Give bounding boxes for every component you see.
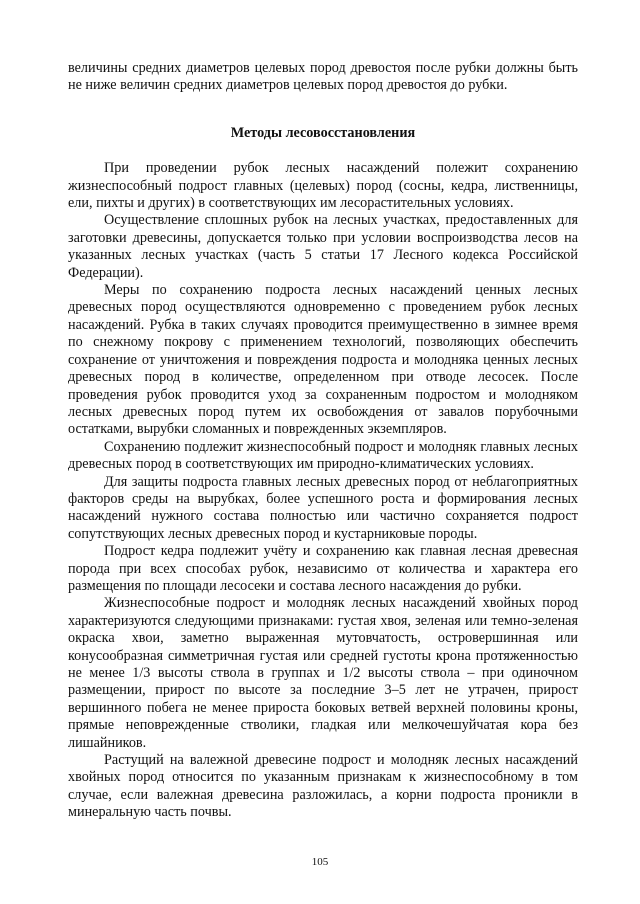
paragraph-2: Осуществление сплошных рубок на лесных участках, предоставленных для заготовки древесины, допускается только при условии воспроизводства лесов на указанных лесных участках (часть 5 статьи 17 Лесного кодекса Российской Федерации). <box>68 212 578 281</box>
paragraph-7: Жизнеспособные подрост и молодняк лесных насаждений хвойных пород характеризуются следующими признаками: густая хвоя, зеленая или темно-зеленая окраска хвои, заметно выраженная мутовчатость, островершинная или конусообразная симметричная густая или средней густоты крона протяженностью не менее 1/3 высоты ствола в группах и 1/2 высоты ствола – при одиночном размещении, прирост по высоте за последние 3–5 лет не утрачен, прирост вершинного побега не менее прироста боковых ветвей верхней половины кроны, прямые неповрежденные стволики, гладкая или мелкочешуйчатая кора без лишайников. <box>68 595 578 751</box>
section-body <box>68 160 578 821</box>
paragraph-1: При проведении рубок лесных насаждений полежит сохранению жизнеспособный подрост главных (целевых) пород (сосны, кедра, лиственницы, ели, пихты и других) в соответствующих им лесорастительных условиях. <box>68 160 578 212</box>
section-title: Методы лесовосстановления <box>230 124 416 141</box>
section-heading <box>68 125 578 142</box>
paragraph-3: Меры по сохранению подроста лесных насаждений ценных лесных древесных пород осуществляются одновременно с проведением рубок лесных насаждений. Рубка в таких случаях проводится преимущественно в зимнее время по снежному покрову с применением технологий, позволяющих обеспечить сохранение от уничтожения и повреждения подроста и молодняка ценных лесных древесных пород в количестве, определенном при отводе лесосек. После проведения рубок проводится уход за сохраненным подростом и молодняком лесных древесных пород путем их освобождения от завалов порубочными остатками, вырубки сломанных и поврежденных экземпляров. <box>68 282 578 438</box>
document-page <box>68 60 578 822</box>
paragraph-6: Подрост кедра подлежит учёту и сохранению как главная лесная древесная порода при всех способах рубок, независимо от количества и характера его размещения по площади лесосеки и состава лесного насаждения до рубки. <box>68 543 578 594</box>
paragraph-5: Для защиты подроста главных лесных древесных пород от неблагоприятных факторов среды на вырубках, более успешного роста и формирования лесных насаждений нужного состава полностью или частично сохраняется подрост сопутствующих лесных древесных пород и кустарниковые породы. <box>68 473 578 542</box>
paragraph-8: Растущий на валежной древесине подрост и молодняк лесных насаждений хвойных пород относится по указанным признакам к жизнеспособному в том случае, если валежная древесина разложилась, а корни подроста проникли в минеральную часть почвы. <box>68 752 578 821</box>
paragraph-4: Сохранению подлежит жизнеспособный подрост и молодняк главных лесных древесных пород в соответствующих им природно-климатических условиях. <box>68 438 578 473</box>
page-number: 105 <box>311 856 329 868</box>
intro-paragraph: величины средних диаметров целевых пород древостоя после рубки должны быть не ниже величин средних диаметров целевых пород древостоя до рубки. <box>68 60 578 94</box>
